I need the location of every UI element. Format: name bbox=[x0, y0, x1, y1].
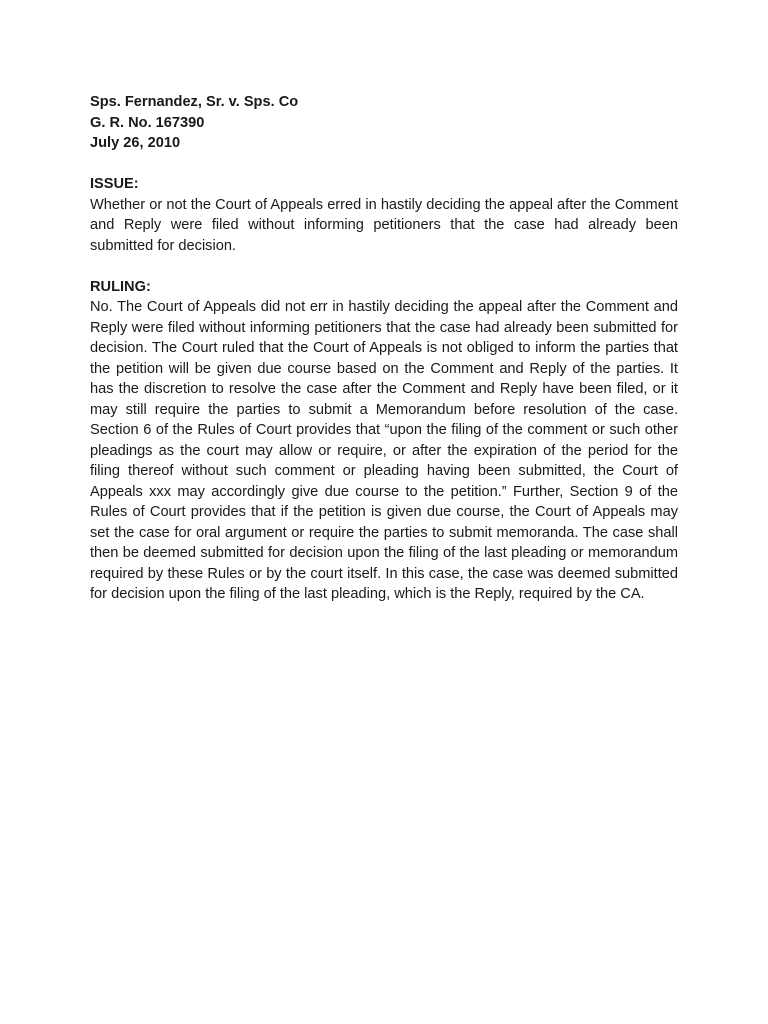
ruling-text: No. The Court of Appeals did not err in hastily deciding the appeal after the Comment and Reply were filed without informing petitioners that the case had already been submitted for decision. The Court ruled that the Court of Appeals is not obliged to inform the parties that the petition will be given due course based on the Comment and Reply of the parties. It has the discretion to resolve the case after the Comment and Reply have been filed, or it may still require the parties to submit a Memorandum before resolution of the case. Section 6 of the Rules of Court provides that “upon the filing of the comment or such other pleadings as the court may allow or require, or after the expiration of the period for the filing thereof without such comment or pleading having been submitted, the Court of Appeals xxx may accordingly give due course to the petition.” Further, Section 9 of the Rules of Court provides that if the petition is given due course, the Court of Appeals may set the case for oral argument or require the parties to submit memoranda. The case shall then be deemed submitted for decision upon the filing of the last pleading or memorandum required by these Rules or by the court itself. In this case, the case was deemed submitted for decision upon the filing of the last pleading, which is the Reply, required by the CA. bbox=[90, 299, 678, 602]
ruling-label: RULING: bbox=[90, 278, 151, 295]
case-heading bbox=[90, 92, 678, 154]
case-date: July 26, 2010 bbox=[90, 135, 181, 151]
issue-section bbox=[90, 174, 678, 256]
ruling-section bbox=[90, 277, 678, 605]
issue-text: Whether or not the Court of Appeals erred in hastily deciding the appeal after the Comment and Reply were filed without informing petitioners that the case had already been submitted for decision. bbox=[90, 196, 678, 254]
issue-label: ISSUE: bbox=[90, 176, 139, 192]
case-title: Sps. Fernandez, Sr. v. Sps. Co bbox=[90, 94, 299, 110]
document-page bbox=[90, 92, 678, 605]
case-number: G. R. No. 167390 bbox=[90, 114, 205, 131]
